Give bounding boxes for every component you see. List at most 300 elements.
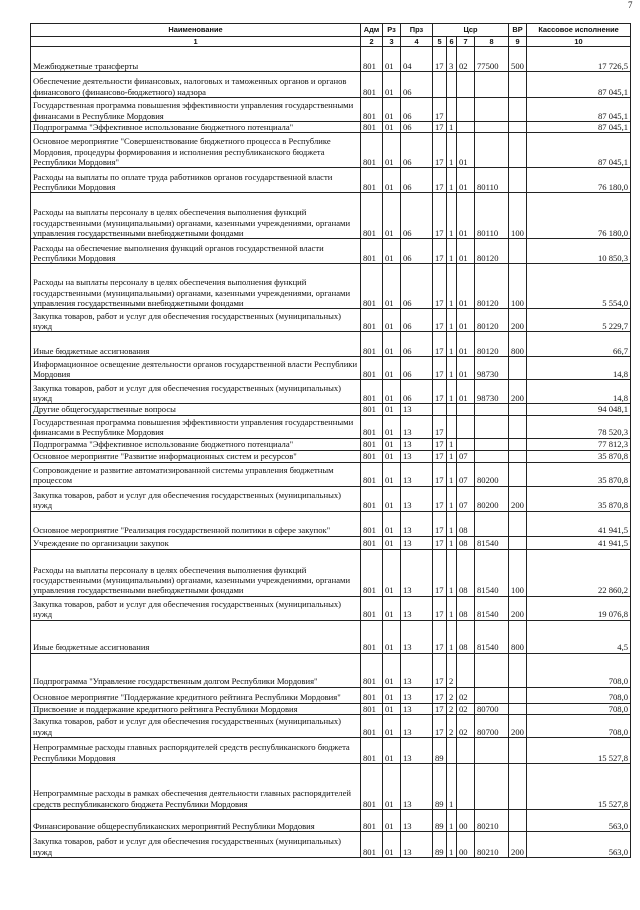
row-csr-direction bbox=[475, 122, 509, 133]
row-amount: 17 726,5 bbox=[527, 47, 631, 72]
row-name: Непрограммные расходы в рамках обеспечения деятельности главных распорядителей средств республиканского бюджета Республики Мордовия bbox=[31, 764, 361, 810]
row-csr-subprogram: 1 bbox=[447, 549, 457, 596]
row-csr-program: 17 bbox=[433, 122, 447, 133]
row-csr-event bbox=[457, 98, 475, 122]
row-name: Расходы на выплаты по оплате труда работников органов государственной власти Республики Мордовия bbox=[31, 168, 361, 193]
column-number: 1 bbox=[31, 37, 361, 47]
row-prz: 06 bbox=[401, 168, 433, 193]
row-csr-event: 01 bbox=[457, 332, 475, 357]
row-csr-program: 89 bbox=[433, 738, 447, 764]
row-rz: 01 bbox=[383, 264, 401, 309]
row-rz: 01 bbox=[383, 832, 401, 858]
row-csr-subprogram bbox=[447, 404, 457, 415]
row-csr-event: 01 bbox=[457, 193, 475, 239]
row-prz: 13 bbox=[401, 536, 433, 549]
row-rz: 01 bbox=[383, 47, 401, 72]
row-csr-direction bbox=[475, 438, 509, 450]
row-csr-program: 17 bbox=[433, 511, 447, 536]
row-csr-subprogram: 1 bbox=[447, 511, 457, 536]
row-adm: 801 bbox=[361, 72, 383, 98]
row-amount: 87 045,1 bbox=[527, 72, 631, 98]
row-amount: 87 045,1 bbox=[527, 122, 631, 133]
row-csr-direction bbox=[475, 511, 509, 536]
row-prz: 13 bbox=[401, 687, 433, 703]
row-adm: 801 bbox=[361, 309, 383, 332]
row-rz: 01 bbox=[383, 168, 401, 193]
row-amount: 14,8 bbox=[527, 357, 631, 380]
table-row bbox=[31, 47, 631, 72]
header-rz: Рз bbox=[383, 24, 401, 37]
row-adm: 801 bbox=[361, 486, 383, 511]
row-amount: 563,0 bbox=[527, 832, 631, 858]
row-csr-event: 02 bbox=[457, 715, 475, 738]
row-csr-program: 17 bbox=[433, 486, 447, 511]
row-csr-event bbox=[457, 415, 475, 438]
row-csr-direction: 80210 bbox=[475, 810, 509, 832]
row-csr-program: 89 bbox=[433, 810, 447, 832]
row-adm: 801 bbox=[361, 703, 383, 714]
row-name: Закупка товаров, работ и услуг для обеспечения государственных (муниципальных) нужд bbox=[31, 486, 361, 511]
row-rz: 01 bbox=[383, 357, 401, 380]
row-csr-program: 17 bbox=[433, 703, 447, 714]
row-amount: 708,0 bbox=[527, 653, 631, 687]
row-adm: 801 bbox=[361, 47, 383, 72]
row-csr-direction: 80120 bbox=[475, 309, 509, 332]
row-adm: 801 bbox=[361, 239, 383, 264]
row-name: Подпрограмма "Эффективное использование бюджетного потенциала" bbox=[31, 438, 361, 450]
table-row bbox=[31, 810, 631, 832]
row-amount: 5 229,7 bbox=[527, 309, 631, 332]
column-number-row bbox=[31, 37, 631, 47]
table-row bbox=[31, 193, 631, 239]
row-csr-subprogram: 1 bbox=[447, 596, 457, 620]
row-adm: 801 bbox=[361, 98, 383, 122]
row-prz: 13 bbox=[401, 438, 433, 450]
row-csr-program: 17 bbox=[433, 309, 447, 332]
row-prz: 06 bbox=[401, 264, 433, 309]
row-csr-event: 01 bbox=[457, 309, 475, 332]
row-name: Основное мероприятие "Развитие информационных систем и ресурсов" bbox=[31, 450, 361, 462]
column-number: 6 bbox=[447, 37, 457, 47]
row-adm: 801 bbox=[361, 511, 383, 536]
column-number: 5 bbox=[433, 37, 447, 47]
budget-execution-table bbox=[30, 23, 631, 858]
row-amount: 15 527,8 bbox=[527, 764, 631, 810]
row-vr bbox=[509, 703, 527, 714]
row-csr-program: 17 bbox=[433, 462, 447, 486]
header-name: Наименование bbox=[31, 24, 361, 37]
row-vr: 800 bbox=[509, 620, 527, 653]
row-vr bbox=[509, 810, 527, 832]
row-vr: 200 bbox=[509, 380, 527, 404]
row-name: Расходы на выплаты персоналу в целях обеспечения выполнения функций государственными (муниципальными) органами, казенными учреждениями, органами управления государственными внебюджетными фондами bbox=[31, 549, 361, 596]
row-rz: 01 bbox=[383, 462, 401, 486]
column-number: 4 bbox=[401, 37, 433, 47]
row-amount: 4,5 bbox=[527, 620, 631, 653]
table-row bbox=[31, 72, 631, 98]
row-rz: 01 bbox=[383, 715, 401, 738]
header-vr: ВР bbox=[509, 24, 527, 37]
table-row bbox=[31, 486, 631, 511]
row-csr-event bbox=[457, 72, 475, 98]
row-csr-direction bbox=[475, 72, 509, 98]
row-csr-event: 00 bbox=[457, 810, 475, 832]
row-amount: 563,0 bbox=[527, 810, 631, 832]
header-amount: Кассовое исполнение bbox=[527, 24, 631, 37]
row-prz: 13 bbox=[401, 596, 433, 620]
table-row bbox=[31, 715, 631, 738]
row-rz: 01 bbox=[383, 738, 401, 764]
row-rz: 01 bbox=[383, 122, 401, 133]
row-amount: 87 045,1 bbox=[527, 98, 631, 122]
row-amount: 76 180,0 bbox=[527, 193, 631, 239]
row-amount: 35 870,8 bbox=[527, 450, 631, 462]
row-prz: 13 bbox=[401, 738, 433, 764]
row-prz: 13 bbox=[401, 810, 433, 832]
row-csr-direction: 80110 bbox=[475, 193, 509, 239]
row-csr-program bbox=[433, 72, 447, 98]
row-csr-event: 08 bbox=[457, 596, 475, 620]
table-row bbox=[31, 133, 631, 168]
row-csr-program: 17 bbox=[433, 620, 447, 653]
row-prz: 13 bbox=[401, 832, 433, 858]
row-csr-direction bbox=[475, 687, 509, 703]
row-csr-event: 02 bbox=[457, 687, 475, 703]
row-rz: 01 bbox=[383, 415, 401, 438]
row-vr bbox=[509, 687, 527, 703]
row-vr bbox=[509, 72, 527, 98]
row-csr-direction bbox=[475, 98, 509, 122]
header-adm: Адм bbox=[361, 24, 383, 37]
row-amount: 5 554,0 bbox=[527, 264, 631, 309]
row-name: Непрограммные расходы главных распорядителей средств республиканского бюджета Республики Мордовия bbox=[31, 738, 361, 764]
row-csr-direction bbox=[475, 764, 509, 810]
row-csr-direction: 80210 bbox=[475, 832, 509, 858]
row-csr-program: 17 bbox=[433, 380, 447, 404]
row-csr-event: 07 bbox=[457, 486, 475, 511]
row-csr-event bbox=[457, 738, 475, 764]
row-adm: 801 bbox=[361, 415, 383, 438]
table-row bbox=[31, 450, 631, 462]
row-name: Информационное освещение деятельности органов государственной власти Республики Мордовия bbox=[31, 357, 361, 380]
row-vr: 100 bbox=[509, 193, 527, 239]
row-csr-subprogram: 1 bbox=[447, 462, 457, 486]
table-row bbox=[31, 380, 631, 404]
row-csr-direction bbox=[475, 450, 509, 462]
table-row bbox=[31, 438, 631, 450]
row-csr-subprogram: 1 bbox=[447, 264, 457, 309]
table-row bbox=[31, 738, 631, 764]
row-prz: 13 bbox=[401, 462, 433, 486]
row-csr-subprogram bbox=[447, 415, 457, 438]
row-rz: 01 bbox=[383, 404, 401, 415]
row-csr-event bbox=[457, 438, 475, 450]
row-csr-program: 17 bbox=[433, 715, 447, 738]
row-csr-event: 01 bbox=[457, 239, 475, 264]
row-csr-direction: 81540 bbox=[475, 549, 509, 596]
row-vr bbox=[509, 357, 527, 380]
row-csr-direction: 80700 bbox=[475, 703, 509, 714]
row-name: Сопровождение и развитие автоматизированной системы управления бюджетным процессом bbox=[31, 462, 361, 486]
row-rz: 01 bbox=[383, 239, 401, 264]
row-name: Межбюджетные трансферты bbox=[31, 47, 361, 72]
row-adm: 801 bbox=[361, 168, 383, 193]
row-csr-program: 17 bbox=[433, 332, 447, 357]
row-vr: 100 bbox=[509, 549, 527, 596]
row-csr-direction: 80200 bbox=[475, 486, 509, 511]
row-prz: 13 bbox=[401, 764, 433, 810]
row-rz: 01 bbox=[383, 438, 401, 450]
row-csr-program: 17 bbox=[433, 47, 447, 72]
row-csr-subprogram: 1 bbox=[447, 133, 457, 168]
row-rz: 01 bbox=[383, 332, 401, 357]
row-vr: 200 bbox=[509, 832, 527, 858]
row-name: Расходы на выплаты персоналу в целях обеспечения выполнения функций государственными (муниципальными) органами, казенными учреждениями, органами управления государственными внебюджетными фондами bbox=[31, 193, 361, 239]
row-rz: 01 bbox=[383, 193, 401, 239]
row-adm: 801 bbox=[361, 450, 383, 462]
row-adm: 801 bbox=[361, 404, 383, 415]
column-number: 10 bbox=[527, 37, 631, 47]
header-row bbox=[31, 24, 631, 37]
row-amount: 22 860,2 bbox=[527, 549, 631, 596]
row-csr-event: 08 bbox=[457, 549, 475, 596]
row-prz: 13 bbox=[401, 653, 433, 687]
row-csr-subprogram: 2 bbox=[447, 653, 457, 687]
row-csr-subprogram: 1 bbox=[447, 764, 457, 810]
row-csr-subprogram bbox=[447, 98, 457, 122]
row-csr-direction: 81540 bbox=[475, 620, 509, 653]
row-adm: 801 bbox=[361, 620, 383, 653]
row-name: Расходы на выплаты персоналу в целях обеспечения выполнения функций государственными (муниципальными) органами, казенными учреждениями, органами управления государственными внебюджетными фондами bbox=[31, 264, 361, 309]
row-csr-event: 08 bbox=[457, 620, 475, 653]
row-vr: 200 bbox=[509, 486, 527, 511]
row-prz: 04 bbox=[401, 47, 433, 72]
row-csr-program: 17 bbox=[433, 193, 447, 239]
row-csr-program: 17 bbox=[433, 239, 447, 264]
row-prz: 06 bbox=[401, 380, 433, 404]
row-vr bbox=[509, 536, 527, 549]
row-rz: 01 bbox=[383, 687, 401, 703]
row-prz: 06 bbox=[401, 332, 433, 357]
column-number: 8 bbox=[475, 37, 509, 47]
row-vr: 500 bbox=[509, 47, 527, 72]
row-csr-direction: 80200 bbox=[475, 462, 509, 486]
header-csr: Цср bbox=[433, 24, 509, 37]
table-row bbox=[31, 122, 631, 133]
row-vr: 200 bbox=[509, 715, 527, 738]
row-csr-subprogram: 1 bbox=[447, 239, 457, 264]
row-rz: 01 bbox=[383, 380, 401, 404]
table-row bbox=[31, 511, 631, 536]
row-name: Подпрограмма "Управление государственным долгом Республики Мордовия" bbox=[31, 653, 361, 687]
row-vr: 200 bbox=[509, 309, 527, 332]
table-row bbox=[31, 596, 631, 620]
row-rz: 01 bbox=[383, 309, 401, 332]
row-csr-event: 01 bbox=[457, 357, 475, 380]
row-vr bbox=[509, 450, 527, 462]
row-amount: 15 527,8 bbox=[527, 738, 631, 764]
table-row bbox=[31, 620, 631, 653]
row-csr-direction: 81540 bbox=[475, 536, 509, 549]
row-vr bbox=[509, 738, 527, 764]
row-prz: 13 bbox=[401, 703, 433, 714]
row-vr: 100 bbox=[509, 264, 527, 309]
row-csr-subprogram: 2 bbox=[447, 715, 457, 738]
row-adm: 801 bbox=[361, 193, 383, 239]
row-csr-subprogram: 1 bbox=[447, 168, 457, 193]
row-csr-program: 17 bbox=[433, 536, 447, 549]
row-adm: 801 bbox=[361, 332, 383, 357]
row-prz: 06 bbox=[401, 98, 433, 122]
row-amount: 35 870,8 bbox=[527, 462, 631, 486]
row-csr-subprogram: 1 bbox=[447, 810, 457, 832]
row-amount: 41 941,5 bbox=[527, 511, 631, 536]
row-rz: 01 bbox=[383, 764, 401, 810]
row-vr bbox=[509, 511, 527, 536]
row-amount: 94 048,1 bbox=[527, 404, 631, 415]
row-csr-subprogram: 1 bbox=[447, 832, 457, 858]
row-amount: 76 180,0 bbox=[527, 168, 631, 193]
row-name: Закупка товаров, работ и услуг для обеспечения государственных (муниципальных) нужд bbox=[31, 715, 361, 738]
row-csr-subprogram: 1 bbox=[447, 122, 457, 133]
row-adm: 801 bbox=[361, 832, 383, 858]
row-csr-subprogram: 1 bbox=[447, 536, 457, 549]
row-csr-subprogram bbox=[447, 738, 457, 764]
row-prz: 13 bbox=[401, 404, 433, 415]
row-vr: 800 bbox=[509, 332, 527, 357]
row-adm: 801 bbox=[361, 264, 383, 309]
row-csr-program: 17 bbox=[433, 133, 447, 168]
row-prz: 06 bbox=[401, 133, 433, 168]
table-row bbox=[31, 239, 631, 264]
row-name: Финансирование общереспубликанских мероприятий Республики Мордовия bbox=[31, 810, 361, 832]
row-csr-subprogram: 1 bbox=[447, 193, 457, 239]
row-csr-program: 17 bbox=[433, 549, 447, 596]
table-row bbox=[31, 415, 631, 438]
row-amount: 77 812,3 bbox=[527, 438, 631, 450]
row-csr-subprogram: 1 bbox=[447, 332, 457, 357]
row-vr bbox=[509, 404, 527, 415]
row-adm: 801 bbox=[361, 549, 383, 596]
row-csr-direction bbox=[475, 404, 509, 415]
row-csr-program: 17 bbox=[433, 357, 447, 380]
row-csr-subprogram: 1 bbox=[447, 357, 457, 380]
row-prz: 13 bbox=[401, 415, 433, 438]
row-adm: 801 bbox=[361, 357, 383, 380]
row-adm: 801 bbox=[361, 133, 383, 168]
row-csr-subprogram: 2 bbox=[447, 687, 457, 703]
column-number: 2 bbox=[361, 37, 383, 47]
row-name: Государственная программа повышения эффективности управления государственными финансами в Республике Мордовия bbox=[31, 415, 361, 438]
row-rz: 01 bbox=[383, 596, 401, 620]
row-name: Расходы на обеспечение выполнения функций органов государственной власти Республики Мордовия bbox=[31, 239, 361, 264]
row-csr-event bbox=[457, 653, 475, 687]
row-name: Государственная программа повышения эффективности управления государственными финансами в Республике Мордовия bbox=[31, 98, 361, 122]
row-prz: 06 bbox=[401, 357, 433, 380]
row-vr bbox=[509, 415, 527, 438]
row-name: Подпрограмма "Эффективное использование бюджетного потенциала" bbox=[31, 122, 361, 133]
row-csr-subprogram: 1 bbox=[447, 438, 457, 450]
row-prz: 13 bbox=[401, 450, 433, 462]
row-adm: 801 bbox=[361, 462, 383, 486]
row-csr-direction: 80120 bbox=[475, 332, 509, 357]
row-rz: 01 bbox=[383, 511, 401, 536]
row-name: Закупка товаров, работ и услуг для обеспечения государственных (муниципальных) нужд bbox=[31, 596, 361, 620]
row-adm: 801 bbox=[361, 764, 383, 810]
row-vr bbox=[509, 239, 527, 264]
row-rz: 01 bbox=[383, 486, 401, 511]
row-name: Закупка товаров, работ и услуг для обеспечения государственных (муниципальных) нужд bbox=[31, 380, 361, 404]
row-amount: 19 076,8 bbox=[527, 596, 631, 620]
page-number: 7 bbox=[628, 0, 633, 10]
row-name: Другие общегосударственные вопросы bbox=[31, 404, 361, 415]
row-csr-subprogram bbox=[447, 72, 457, 98]
row-csr-direction: 77500 bbox=[475, 47, 509, 72]
row-csr-program: 17 bbox=[433, 264, 447, 309]
table-row bbox=[31, 653, 631, 687]
table-row bbox=[31, 404, 631, 415]
row-rz: 01 bbox=[383, 133, 401, 168]
row-csr-direction bbox=[475, 415, 509, 438]
table-row bbox=[31, 332, 631, 357]
table-row bbox=[31, 536, 631, 549]
row-csr-program: 17 bbox=[433, 438, 447, 450]
row-csr-program: 17 bbox=[433, 450, 447, 462]
row-csr-event: 01 bbox=[457, 133, 475, 168]
table-row bbox=[31, 764, 631, 810]
column-number: 3 bbox=[383, 37, 401, 47]
row-name: Основное мероприятие "Реализация государственной политики в сфере закупок" bbox=[31, 511, 361, 536]
table-row bbox=[31, 462, 631, 486]
row-csr-direction: 80120 bbox=[475, 239, 509, 264]
row-csr-program bbox=[433, 404, 447, 415]
row-amount: 78 520,3 bbox=[527, 415, 631, 438]
table-row bbox=[31, 687, 631, 703]
row-csr-event: 01 bbox=[457, 168, 475, 193]
row-name: Иные бюджетные ассигнования bbox=[31, 620, 361, 653]
row-csr-event: 08 bbox=[457, 536, 475, 549]
row-amount: 87 045,1 bbox=[527, 133, 631, 168]
row-csr-program: 89 bbox=[433, 764, 447, 810]
row-csr-subprogram: 1 bbox=[447, 450, 457, 462]
row-rz: 01 bbox=[383, 72, 401, 98]
row-vr: 200 bbox=[509, 596, 527, 620]
row-rz: 01 bbox=[383, 549, 401, 596]
row-name: Основное мероприятие "Совершенствование бюджетного процесса в Республике Мордовия, процедуры формирования и исполнения республиканского бюджета Республики Мордовия" bbox=[31, 133, 361, 168]
row-csr-direction: 80700 bbox=[475, 715, 509, 738]
table-row bbox=[31, 168, 631, 193]
row-csr-program: 17 bbox=[433, 168, 447, 193]
row-prz: 06 bbox=[401, 72, 433, 98]
row-csr-program: 17 bbox=[433, 653, 447, 687]
row-csr-event bbox=[457, 404, 475, 415]
row-csr-direction: 98730 bbox=[475, 357, 509, 380]
row-prz: 13 bbox=[401, 511, 433, 536]
row-vr bbox=[509, 764, 527, 810]
row-prz: 06 bbox=[401, 193, 433, 239]
row-adm: 801 bbox=[361, 380, 383, 404]
row-csr-subprogram: 1 bbox=[447, 309, 457, 332]
row-adm: 801 bbox=[361, 715, 383, 738]
table-row bbox=[31, 264, 631, 309]
row-csr-event: 07 bbox=[457, 462, 475, 486]
row-prz: 13 bbox=[401, 620, 433, 653]
row-prz: 06 bbox=[401, 309, 433, 332]
table-row bbox=[31, 832, 631, 858]
row-prz: 06 bbox=[401, 239, 433, 264]
table-row bbox=[31, 98, 631, 122]
row-amount: 66,7 bbox=[527, 332, 631, 357]
